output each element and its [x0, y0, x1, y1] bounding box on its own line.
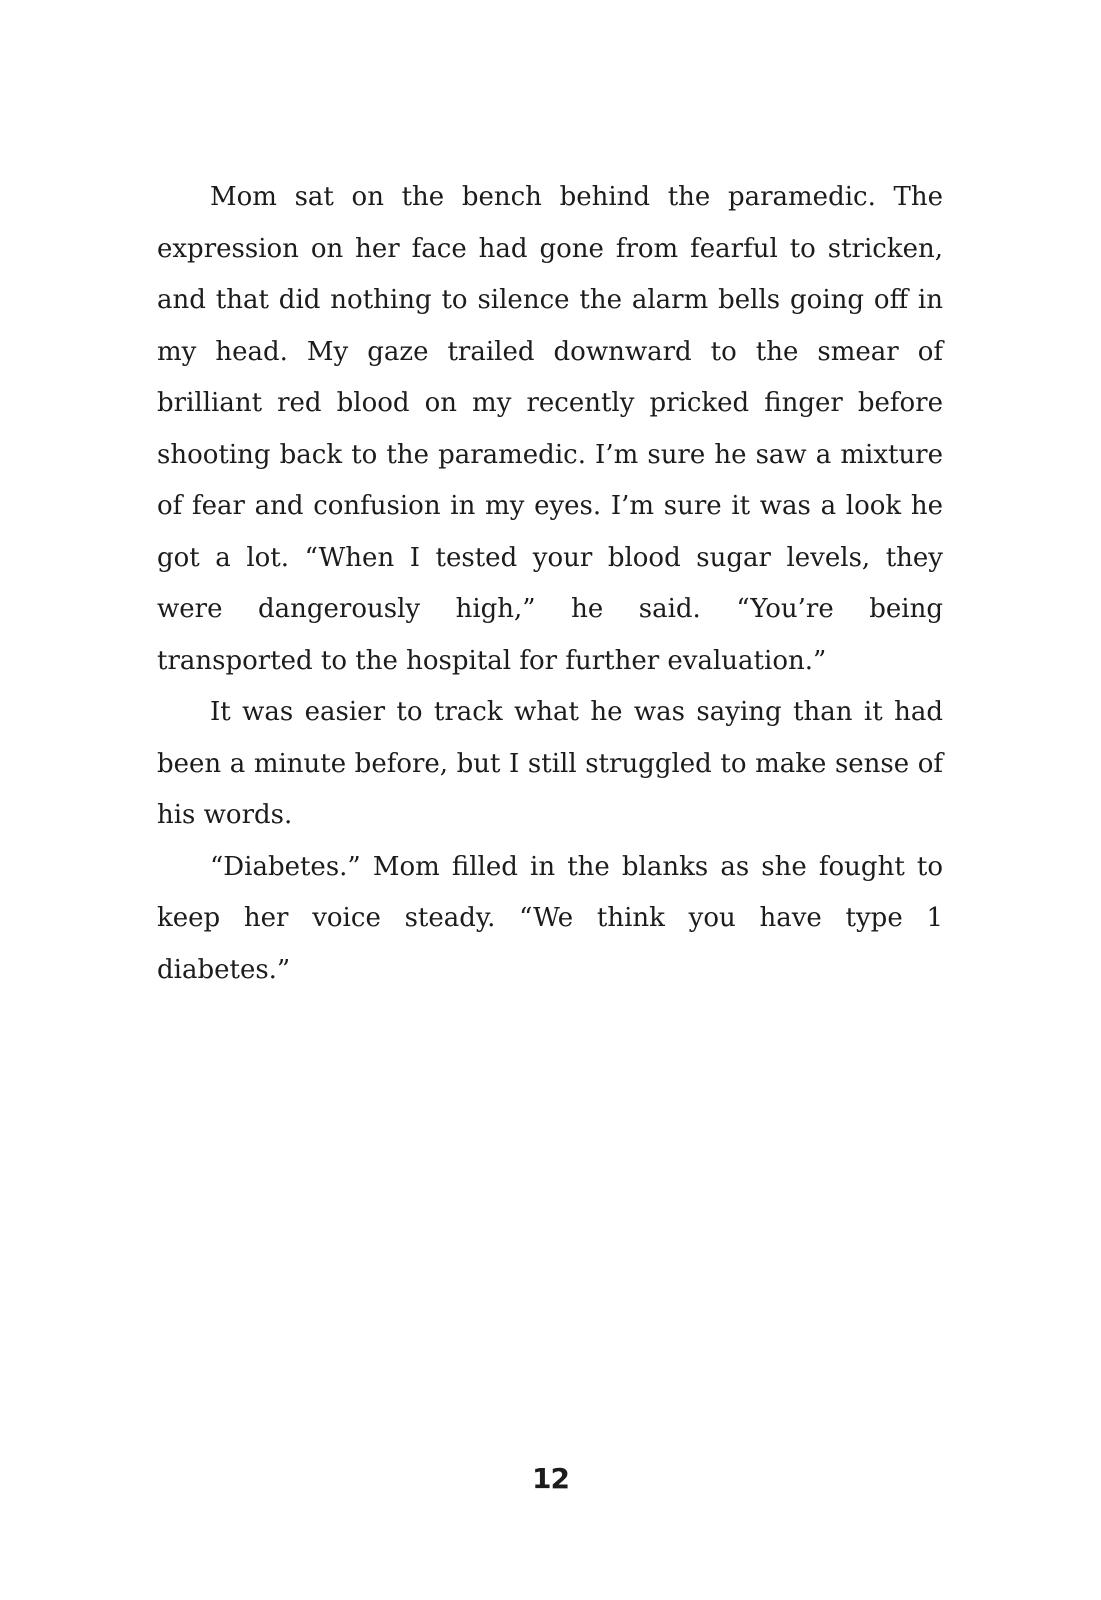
paragraph-3: “Diabetes.” Mom filled in the blanks as she fought to keep her voice steady. “We think you have type 1 diabetes.”: [157, 851, 943, 985]
page-number: 12: [532, 1462, 569, 1495]
body-text: [157, 172, 943, 996]
paragraph-1: Mom sat on the bench behind the paramedic. The expression on her face had gone from fearful to stricken, and that did nothing to silence the alarm bells going off in my head. My gaze trailed downward to the smear of brilliant red blood on my recently pricked finger before shooting back to the paramedic. I’m sure he saw a mixture of fear and confusion in my eyes. I’m sure it was a look he got a lot. “When I tested your blood sugar levels, they were dangerously high,” he said. “You’re being transported to the hospital for further evaluation.”: [157, 182, 943, 676]
paragraph-2: It was easier to track what he was saying than it had been a minute before, but I still struggled to make sense of his words.: [157, 697, 943, 830]
